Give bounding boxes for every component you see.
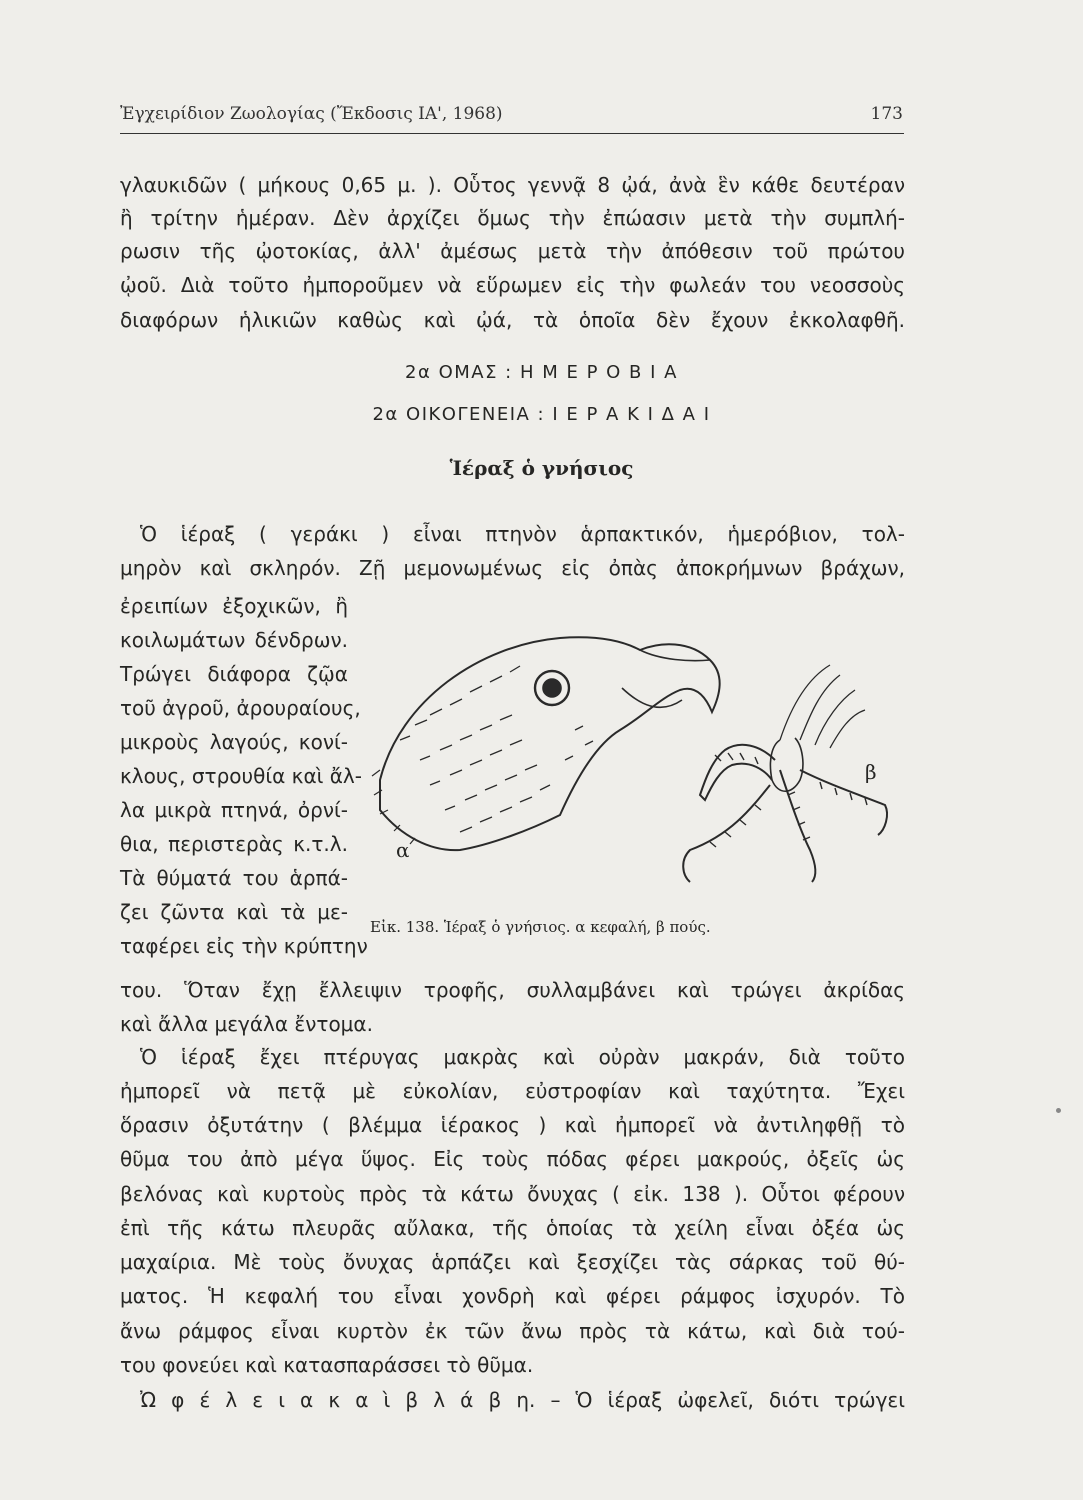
text-line: μηρὸν καὶ σκληρόν. Ζῇ μεμονωμένως εἰς ὀπὰς ἀποκρήμνων βράχων, [120, 556, 905, 580]
text-line: του. Ὅταν ἔχῃ ἔλλειψιν τροφῆς, συλλαμβάνει καὶ τρώγει ἀκρίδας [120, 978, 905, 1002]
text-line: γλαυκιδῶν ( μήκους 0,65 μ. ). Οὗτος γεννᾷ 8 ᾠά, ἀνὰ ἓν κάθε δευτέραν [120, 173, 905, 197]
column-line: Τὰ θύματά του ἁρπά- [120, 866, 348, 890]
family-heading: 2α ΟΙΚΟΓΕΝΕΙΑ : Ι Ε Ρ Α Κ Ι Δ Α Ι [372, 404, 711, 425]
column-line: κοιλωμάτων δένδρων. [120, 628, 348, 652]
species-title: Ἱέραξ ὁ γνήσιος [449, 456, 634, 480]
text-line: καὶ ἄλλα μεγάλα ἔντομα. [120, 1012, 373, 1036]
text-line: ᾠοῦ. Διὰ τοῦτο ἠμποροῦμεν νὰ εὕρωμεν εἰς τὴν φωλεάν του νεοσσοὺς [120, 273, 905, 297]
figure-label-a: α [396, 838, 410, 862]
column-line: κλους, στρουθία καὶ ἄλ- [120, 764, 362, 788]
text-line: ὅρασιν ὀξυτάτην ( βλέμμα ἱέρακος ) καὶ ἠμπορεῖ νὰ ἀντιληφθῇ τὸ [120, 1113, 905, 1137]
text-line: βελόνας καὶ κυρτοὺς πρὸς τὰ κάτω ὄνυχας ( εἰκ. 138 ). Οὗτοι φέρουν [120, 1182, 905, 1206]
text-line: ἢ τρίτην ἡμέραν. Δὲν ἀρχίζει ὅμως τὴν ἐπώασιν μετὰ τὴν συμπλή- [120, 206, 905, 230]
text-line: του φονεύει καὶ κατασπαράσσει τὸ θῦμα. [120, 1353, 534, 1377]
column-line: λα μικρὰ πτηνά, ὀρνί- [120, 798, 348, 822]
paper-speck [1056, 1108, 1061, 1113]
hawk-illustration [360, 620, 905, 905]
column-line: ζει ζῶντα καὶ τὰ με- [120, 900, 348, 924]
column-line: ταφέρει εἰς τὴν κρύπτην [120, 934, 368, 958]
group-heading: 2α ΟΜΑΣ : Η Μ Ε Ρ Ο Β Ι Α [405, 362, 678, 383]
hawk-foot-drawing [683, 665, 887, 882]
text-line: Ὁ ἱέραξ ( γεράκι ) εἶναι πτηνὸν ἁρπακτικόν, ἡμερόβιον, τολ- [140, 522, 905, 546]
text-line: ἄνω ράμφος εἶναι κυρτὸν ἐκ τῶν ἄνω πρὸς τὰ κάτω, καὶ διὰ τού- [120, 1319, 905, 1343]
running-header [120, 104, 903, 124]
text-line: διαφόρων ἡλικιῶν καθὼς καὶ ᾠά, τὰ ὁποῖα δὲν ἔχουν ἐκκολαφθῆ. [120, 308, 905, 332]
hawk-head-drawing [372, 637, 720, 850]
text-line: Ὁ ἱέραξ ἔχει πτέρυγας μακρὰς καὶ οὐρὰν μακράν, διὰ τοῦτο [140, 1045, 905, 1069]
figure-label-b: β [865, 760, 877, 784]
text-line: Ὠ φ έ λ ε ι α κ α ὶ β λ ά β η. – Ὁ ἱέραξ ὠφελεῖ, διότι τρώγει [140, 1388, 905, 1412]
column-line: ἐρειπίων ἐξοχικῶν, ἢ [120, 594, 348, 618]
header-rule [120, 133, 904, 134]
column-line: τοῦ ἀγροῦ, ἀρουραίους, [120, 696, 361, 720]
text-line: ἐπὶ τῆς κάτω πλευρᾶς αὔλακα, τῆς ὁποίας τὰ χείλη εἶναι ὀξέα ὡς [120, 1216, 905, 1240]
text-line: θῦμα του ἀπὸ μέγα ὕψος. Εἰς τοὺς πόδας φέρει μακρούς, ὀξεῖς ὡς [120, 1147, 905, 1171]
running-title: Ἐγχειρίδιον Ζωολογίας (Ἔκδοσις ΙΑ', 1968) [120, 104, 503, 124]
text-line: ματος. Ἡ κεφαλή του εἶναι χονδρὴ καὶ φέρει ράμφος ἰσχυρόν. Τὸ [120, 1284, 905, 1308]
text-line: μαχαίρια. Μὲ τοὺς ὄνυχας ἁρπάζει καὶ ξεσχίζει τὰς σάρκας τοῦ θύ- [120, 1250, 905, 1274]
page-number: 173 [870, 104, 903, 124]
text-line: ἠμπορεῖ νὰ πετᾷ μὲ εὐκολίαν, εὐστροφίαν καὶ ταχύτητα. Ἔχει [120, 1079, 905, 1103]
column-line: θια, περιστερὰς κ.τ.λ. [120, 832, 348, 856]
column-line: Τρώγει διάφορα ζῷα [120, 662, 348, 686]
column-line: μικροὺς λαγούς, κονί- [120, 730, 348, 754]
text-line: ρωσιν τῆς ᾠοτοκίας, ἀλλ' ἀμέσως μετὰ τὴν ἀπόθεσιν τοῦ πρώτου [120, 239, 905, 263]
figure-caption: Εἰκ. 138. Ἱέραξ ὁ γνήσιος. α κεφαλή, β πούς. [370, 918, 711, 936]
